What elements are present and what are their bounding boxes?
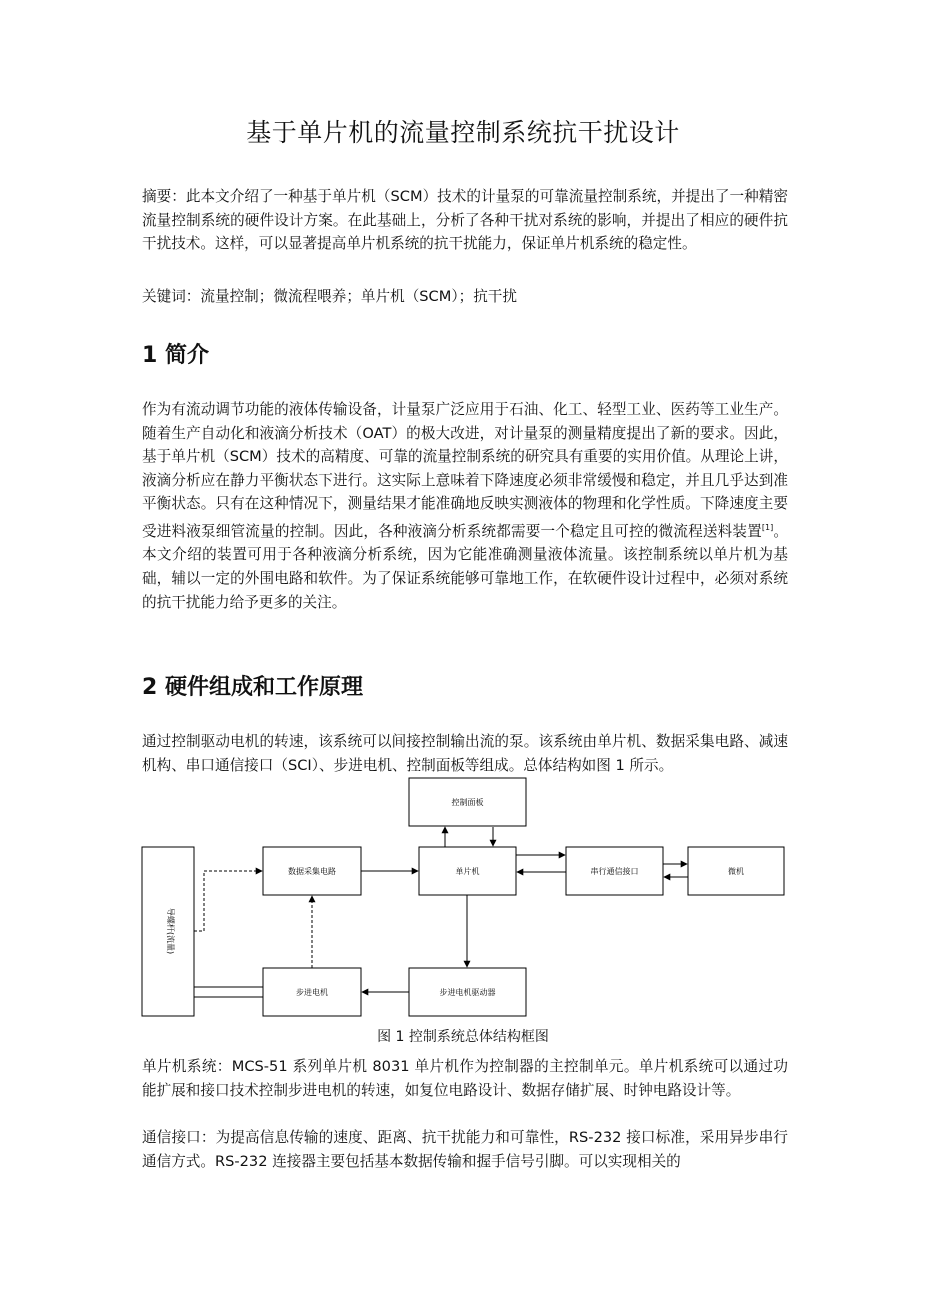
control-panel-label: 控制面板 [451,798,484,807]
mcu-system-paragraph: 单片机系统：MCS-51 系列单片机 8031 单片机作为控制器的主控制单元。单片机系统可以通过功能扩展和接口技术控制步进电机的转速，如复位电路设计、数据存储扩展、时钟电路设计等。 [142,1058,788,1099]
citation-ref: [1] [761,522,774,532]
figure-caption: 图 1 控制系统总体结构框图 [377,1029,549,1045]
mcu-label: 单片机 [455,867,480,876]
data-acq-label: 数据采集电路 [288,867,336,876]
intro-text-part1: 作为有流动调节功能的液体传输设备，计量泵广泛应用于石油、化工、轻型工业、医药等工业生产。随着生产自动化和液滴分析技术（OAT）的极大改进，对计量泵的测量精度提出了新的要求。因此，基于单片机（SCM）技术的高精度、可靠的流量控制系统的研究具有重要的实用价值。从理论上讲，液滴分析应在静力平衡状态下进行。这实际上意味着下降速度必须非常缓慢和稳定，并且几乎达到准平衡状态。只有在这种情况下，测量结果才能准确地反映实测液体的物理和化学性质。下降速度主要受进料液泵细管流量的控制。因此，各种液滴分析系统都需要一个稳定且可控的微流程送料装置 [142,401,788,540]
section-heading-hardware: 2 硬件组成和工作原理 [142,675,363,700]
stepper-label: 步进电机 [296,988,328,997]
comm-interface-paragraph: 通信接口：为提高信息传输的速度、距离、抗干扰能力和可靠性，RS-232 接口标准，采用异步串行通信方式。RS-232 连接器主要包括基本数据传输和握手信号引脚。可以实现相关的 [142,1129,788,1170]
abstract: 摘要：此本文介绍了一种基于单片机（SCM）技术的计量泵的可靠流量控制系统，并提出了一种精密流量控制系统的硬件设计方案。在此基础上，分析了各种干扰对系统的影响，并提出了相应的硬件抗干扰技术。这样，可以显著提高单片机系统的抗干扰能力，保证单片机系统的稳定性。 [142,188,788,253]
arrow-screw-to-acq [194,871,262,931]
paper-title: 基于单片机的流量控制系统抗干扰设计 [246,118,680,147]
keywords: 关键词：流量控制；微流程喂养；单片机（SCM）；抗干扰 [142,288,517,305]
lead-screw-label: 导螺杆(流量) [166,907,175,955]
serial-label: 串行通信接口 [590,867,639,876]
driver-label: 步进电机驱动器 [439,988,496,997]
hardware-paragraph: 通过控制驱动电机的转速，该系统可以间接控制输出流的泵。该系统由单片机、数据采集电路、减速机构、串口通信接口（SCI）、步进电机、控制面板等组成。总体结构如图 1 所示。 [142,733,788,774]
section-heading-intro: 1 简介 [142,343,209,368]
intro-text-part2: 。本文介绍的装置可用于各种液滴分析系统，因为它能准确测量液体流量。该控制系统以单片机为基础，辅以一定的外围电路和软件。为了保证系统能够可靠地工作，在软硬件设计过程中，必须对系统的抗干扰能力给予更多的关注。 [142,522,788,611]
pc-label: 微机 [728,867,744,876]
